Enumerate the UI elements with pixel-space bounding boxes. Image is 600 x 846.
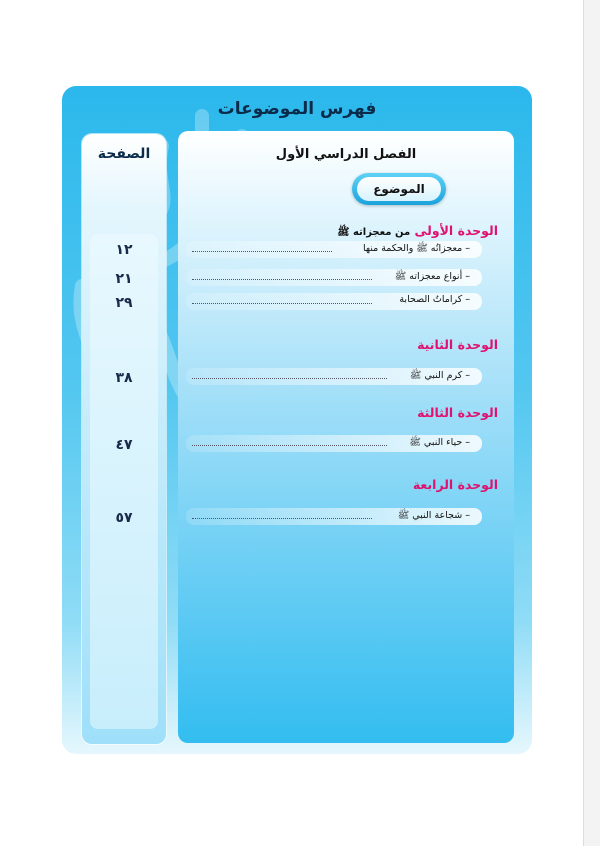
topic-badge xyxy=(352,173,446,205)
index-title: فهرس الموضوعات xyxy=(217,99,377,119)
page-number-column xyxy=(82,134,166,744)
page-edge-strip xyxy=(583,0,600,846)
dot-leader xyxy=(192,303,372,304)
unit-title xyxy=(337,223,498,240)
dot-leader xyxy=(192,445,387,446)
topic-badge-label: الموضوع xyxy=(357,177,441,201)
page-number: ١٢ xyxy=(115,242,133,258)
page-number: ٤٧ xyxy=(115,437,133,453)
dot-leader xyxy=(192,251,332,252)
dot-leader xyxy=(192,518,372,519)
lesson-row[interactable] xyxy=(186,435,482,452)
page-number: ٥٧ xyxy=(115,510,133,526)
semester-title: الفصل الدراسي الأول xyxy=(275,147,417,162)
lesson-label: – معجزاتُه ﷺ والحكمة منها xyxy=(362,243,470,254)
unit-title: الوحدة الثانية xyxy=(417,337,498,352)
lesson-label: – كراماتُ الصحابة xyxy=(399,294,470,305)
unit-subtitle: من معجزاته ﷺ xyxy=(337,227,411,238)
unit-title: الوحدة الرابعة xyxy=(412,477,498,492)
page-number: ٢١ xyxy=(115,271,133,287)
lesson-row[interactable] xyxy=(186,293,482,310)
page-column-header: الصفحة xyxy=(97,146,151,162)
lesson-label: – شجاعة النبي ﷺ xyxy=(397,510,470,521)
unit-title: الوحدة الثالثة xyxy=(417,405,498,420)
lesson-label: – أنواع معجزاته ﷺ xyxy=(394,271,470,282)
topic-column xyxy=(178,131,514,743)
dot-leader xyxy=(192,279,372,280)
page-number: ٣٨ xyxy=(115,370,133,386)
index-frame xyxy=(62,86,532,754)
lesson-row[interactable] xyxy=(186,508,482,525)
lesson-row[interactable] xyxy=(186,269,482,286)
lesson-label: – حياء النبي ﷺ xyxy=(409,437,470,448)
lesson-row[interactable] xyxy=(186,241,482,258)
dot-leader xyxy=(192,378,387,379)
lesson-row[interactable] xyxy=(186,368,482,385)
lesson-label: – كرم النبي ﷺ xyxy=(409,370,470,381)
unit-title-text: الوحدة الأولى xyxy=(414,223,498,238)
page-number: ٢٩ xyxy=(115,295,133,311)
